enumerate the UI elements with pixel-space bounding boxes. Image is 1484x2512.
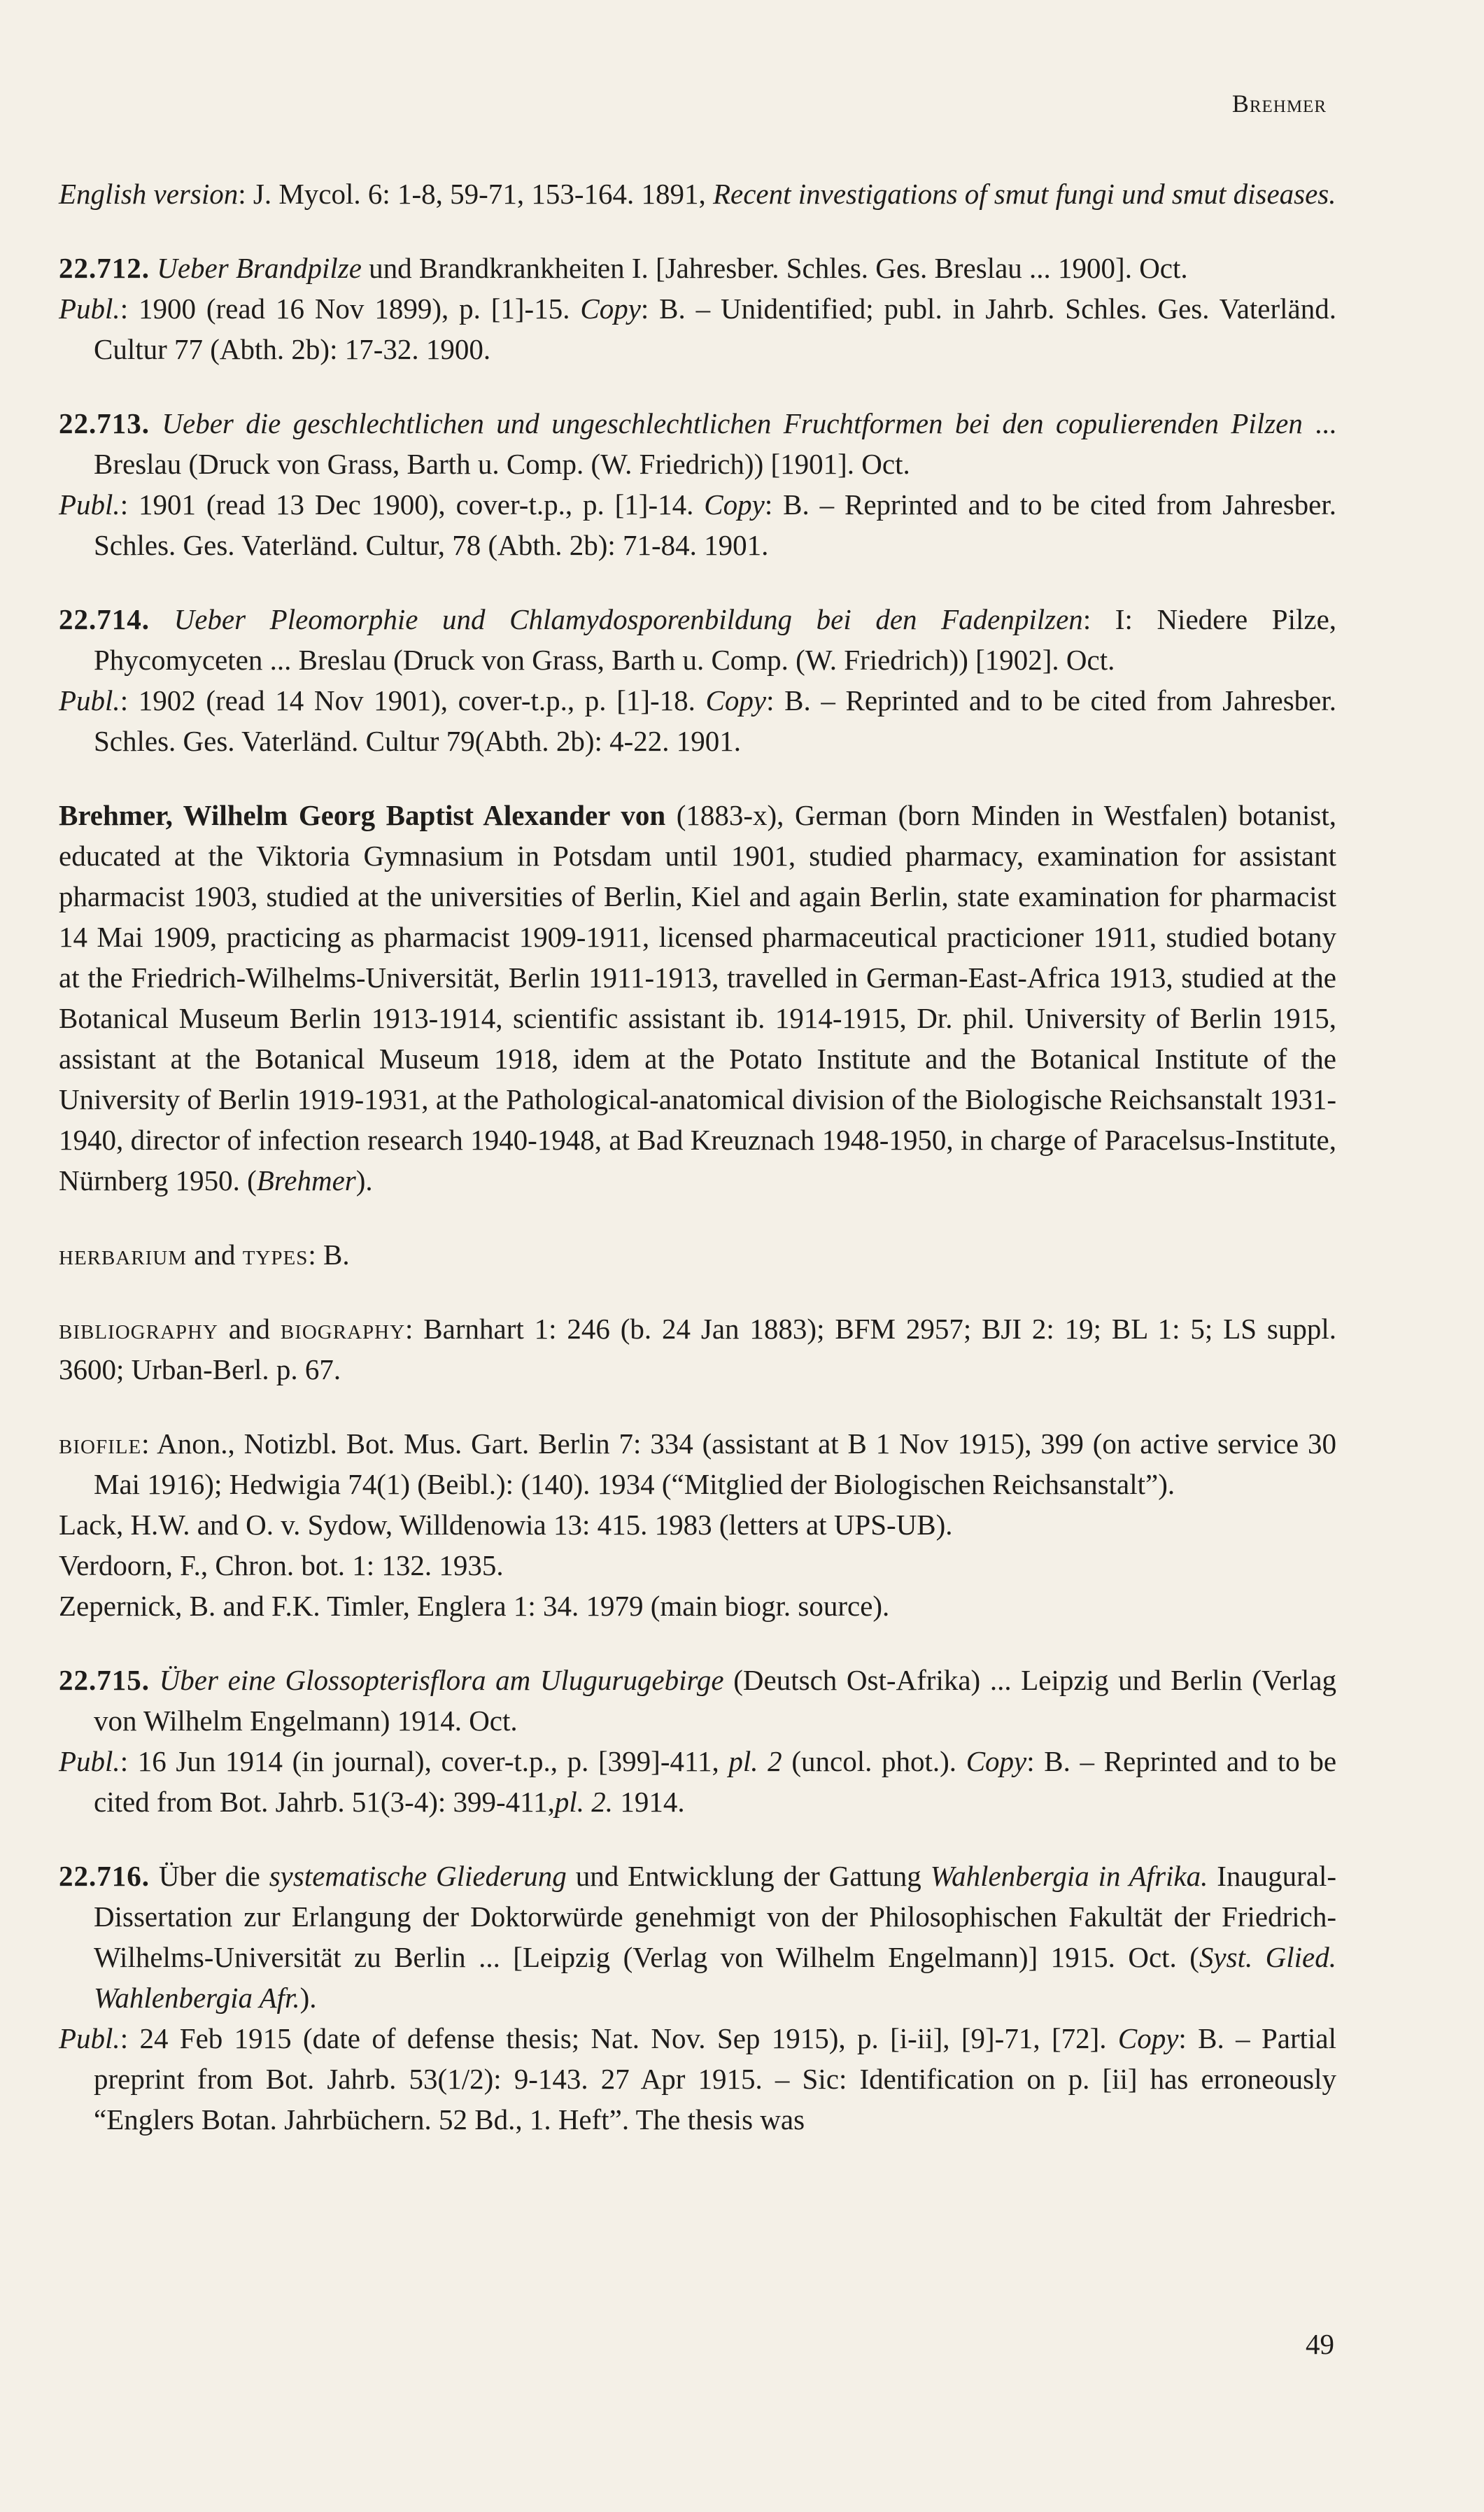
english-version-label: English version [59, 178, 239, 210]
entry-number: 22.714. [59, 603, 150, 635]
bibliography-section: bibliography and biography: Barnhart 1: 246 (b. 24 Jan 1883); BFM 2957; BJI 2: 19; BL 1: 5; LS suppl. 3600; Urban-Berl. p. 67. [59, 1313, 1337, 1385]
entry-title: Ueber Brandpilze [157, 252, 362, 284]
person-name: Brehmer, Wilhelm Georg Baptist Alexander von [59, 799, 666, 831]
english-version-title: Recent investigations of smut fungi und smut diseases. [712, 178, 1336, 210]
bio-source: Brehmer [256, 1164, 356, 1197]
entry-22-714: 22.714. Ueber Pleomorphie und Chlamydosporenbildung bei den Fadenpilzen: I: Niedere Pilze, Phycomyceten ... Breslau (Druck von Grass, Barth u. Comp. (W. Friedrich)) [1902]. Oct. Publ.: 1902 (read 14 Nov 1901), cover-t.p., p. [1]-18. Copy: B. – Reprinted and to be cited from Jahresber. Schles. Ges. Vaterländ. Cultur 79(Abth. 2b): 4-22. 1901. [59, 599, 1336, 761]
entry-number: 22.712. [59, 252, 150, 284]
biofile-ref: Zepernick, B. and F.K. Timler, Englera 1: 34. 1979 (main biogr. source). [59, 1590, 890, 1622]
entry-publication: Publ.: 1900 (read 16 Nov 1899), p. [1]-15. Copy: B. – Unidentified; publ. in Jahrb. Schles. Ges. Vaterländ. Cultur 77 (Abth. 2b): 17-32. 1900. [59, 292, 1336, 365]
entry-publication: Publ.: 1902 (read 14 Nov 1901), cover-t.p., p. [1]-18. Copy: B. – Reprinted and to be cited from Jahresber. Schles. Ges. Vaterländ. Cultur 79(Abth. 2b): 4-22. 1901. [59, 684, 1336, 757]
biofile-label: biofile [59, 1427, 142, 1460]
biography-paragraph: Brehmer, Wilhelm Georg Baptist Alexander von (1883-x), German (born Minden in Westfalen) botanist, educated at the Viktoria Gymnasium in Potsdam until 1901, studied pharmacy, examination for assistant pharmacist 1903, studied at the universities of Berlin, Kiel and again Berlin, state examination for pharmacist 14 Mai 1909, practicing as pharmacist 1909-1911, licensed pharmaceutical practicioner 1911, studied botany at the Friedrich-Wilhelms-Universität, Berlin 1911-1913, travelled in German-East-Africa 1913, studied at the Botanical Museum Berlin 1913-1914, scientific assistant ib. 1914-1915, Dr. phil. University of Berlin 1915, assistant at the Botanical Museum 1918, idem at the Potato Institute and the Botanical Institute of the University of Berlin 1919-1931, at the Pathological-anatomical division of the Biologische Reichsanstalt 1931-1940, director of infection research 1940-1948, at Bad Kreuznach 1948-1950, in charge of Paracelsus-Institute, Nürnberg 1950. (Brehmer). [59, 799, 1337, 1197]
page-number: 49 [1306, 2328, 1334, 2360]
running-head: Brehmer [1231, 90, 1327, 118]
page-content [59, 174, 1336, 2140]
biofile-ref: Verdoorn, F., Chron. bot. 1: 132. 1935. [59, 1549, 504, 1581]
entry-22-716: 22.716. Über die systematische Gliederung und Entwicklung der Gattung Wahlenbergia in Afrika. Inaugural-Dissertation zur Erlangung der Doktorwürde genehmigt von der Philosophischen Fakultät der Friedrich-Wilhelms-Universität zu Berlin ... [Leipzig (Verlag von Wilhelm Engelmann)] 1915. Oct. (Syst. Glied. Wahlenbergia Afr.). Publ.: 24 Feb 1915 (date of defense thesis; Nat. Nov. Sep 1915), p. [i-ii], [9]-71, [72]. Copy: B. – Partial preprint from Bot. Jahrb. 53(1/2): 9-143. 27 Apr 1915. – Sic: Identification on p. [ii] has erroneously “Englers Botan. Jahrbüchern. 52 Bd., 1. Heft”. The thesis was [59, 1856, 1336, 2140]
english-version-entry: English version: J. Mycol. 6: 1-8, 59-71, 153-164. 1891, Recent investigations of smut fungi und smut diseases. [59, 178, 1336, 210]
herbarium-section: herbarium and types: B. [59, 1239, 350, 1271]
entry-number: 22.715. [59, 1664, 150, 1696]
entry-number: 22.716. [59, 1860, 150, 1892]
entry-22-715: 22.715. Über eine Glossopterisflora am Ulugurugebirge (Deutsch Ost-Afrika) ... Leipzig und Berlin (Verlag von Wilhelm Engelmann) 1914. Oct. Publ.: 16 Jun 1914 (in journal), cover-t.p., p. [399]-411, pl. 2 (uncol. phot.). Copy: B. – Reprinted and to be cited from Bot. Jahrb. 51(3-4): 399-411,pl. 2. 1914. [59, 1660, 1336, 1822]
entry-22-712: 22.712. Ueber Brandpilze und Brandkrankheiten I. [Jahresber. Schles. Ges. Breslau ... 1900]. Oct. Publ.: 1900 (read 16 Nov 1899), p. [1]-15. Copy: B. – Unidentified; publ. in Jahrb. Schles. Ges. Vaterländ. Cultur 77 (Abth. 2b): 17-32. 1900. [59, 248, 1336, 369]
biofile-ref: Lack, H.W. and O. v. Sydow, Willdenowia 13: 415. 1983 (letters at UPS-UB). [59, 1509, 953, 1541]
entry-publication: Publ.: 24 Feb 1915 (date of defense thesis; Nat. Nov. Sep 1915), p. [i-ii], [9]-71, [72]. Copy: B. – Partial preprint from Bot. Jahrb. 53(1/2): 9-143. 27 Apr 1915. – Sic: Identification on p. [ii] has erroneously “Englers Botan. Jahrbüchern. 52 Bd., 1. Heft”. The thesis was [59, 2022, 1336, 2136]
entry-number: 22.713. [59, 407, 150, 439]
entry-title: Über eine Glossopterisflora am Ulugurugebirge [159, 1664, 724, 1696]
entry-publication: Publ.: 1901 (read 13 Dec 1900), cover-t.p., p. [1]-14. Copy: B. – Reprinted and to be cited from Jahresber. Schles. Ges. Vaterländ. Cultur, 78 (Abth. 2b): 71-84. 1901. [59, 488, 1337, 561]
entry-publication: Publ.: 16 Jun 1914 (in journal), cover-t.p., p. [399]-411, pl. 2 (uncol. phot.). Copy: B. – Reprinted and to be cited from Bot. Jahrb. 51(3-4): 399-411,pl. 2. 1914. [59, 1745, 1337, 1818]
entry-title: Ueber Pleomorphie und Chlamydosporenbildung bei den Fadenpilzen [174, 603, 1083, 635]
entry-title: Ueber die geschlechtlichen und ungeschlechtlichen Fruchtformen bei den copulierenden Pilzen [162, 407, 1303, 439]
entry-22-713: 22.713. Ueber die geschlechtlichen und ungeschlechtlichen Fruchtformen bei den copulierenden Pilzen ... Breslau (Druck von Grass, Barth u. Comp. (W. Friedrich)) [1901]. Oct. Publ.: 1901 (read 13 Dec 1900), cover-t.p., p. [1]-14. Copy: B. – Reprinted and to be cited from Jahresber. Schles. Ges. Vaterländ. Cultur, 78 (Abth. 2b): 71-84. 1901. [59, 403, 1336, 565]
biofile-section: biofile: Anon., Notizbl. Bot. Mus. Gart. Berlin 7: 334 (assistant at B 1 Nov 1915), 399 (on active service 30 Mai 1916); Hedwigia 74(1) (Beibl.): (140). 1934 (“Mitglied der Biologischen Reichsanstalt”). Lack, H.W. and O. v. Sydow, Willdenowia 13: 415. 1983 (letters at UPS-UB). Verdoorn, F., Chron. bot. 1: 132. 1935. Zepernick, B. and F.K. Timler, Englera 1: 34. 1979 (main biogr. source). [59, 1423, 1336, 1626]
